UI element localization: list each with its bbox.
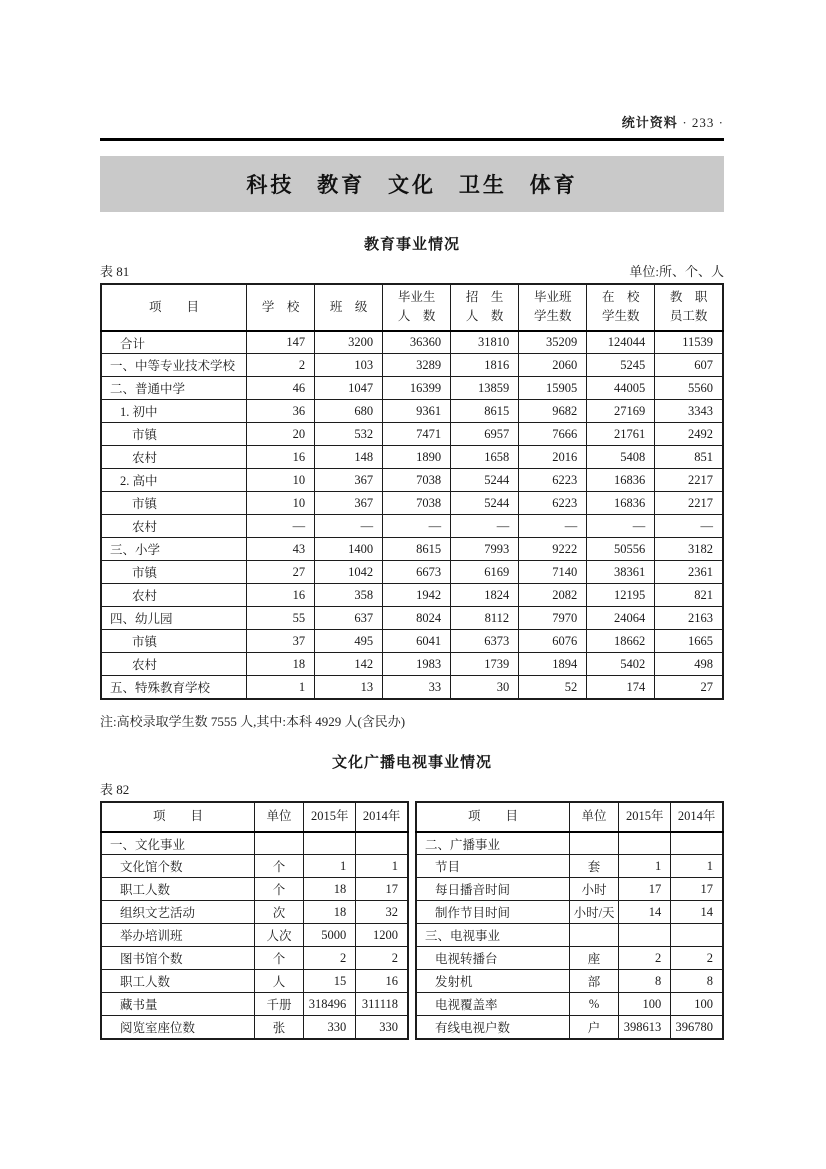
culture-table-group	[100, 801, 724, 1040]
value-cell	[619, 832, 671, 855]
value-cell: 358	[315, 584, 383, 607]
value-cell: 174	[587, 676, 655, 699]
column-header: 教 职 员工数	[655, 284, 723, 331]
value-cell: 8615	[383, 538, 451, 561]
table-row	[416, 924, 723, 947]
value-cell: 2492	[655, 423, 723, 446]
value-cell: 2217	[655, 492, 723, 515]
value-cell: 1	[247, 676, 315, 699]
column-header: 单位	[255, 802, 304, 832]
value-cell: 148	[315, 446, 383, 469]
value-cell: 2	[356, 947, 408, 970]
table-row	[416, 993, 723, 1016]
row-label: 组织文艺活动	[101, 901, 255, 924]
column-header: 班 级	[315, 284, 383, 331]
unit-cell	[570, 924, 619, 947]
table-row	[101, 924, 408, 947]
value-cell: 330	[356, 1016, 408, 1039]
value-cell	[304, 832, 356, 855]
value-cell: 8	[619, 970, 671, 993]
value-cell: 37	[247, 630, 315, 653]
value-cell: 100	[619, 993, 671, 1016]
value-cell: 6076	[519, 630, 587, 653]
table-row	[101, 970, 408, 993]
row-label: 阅览室座位数	[101, 1016, 255, 1039]
value-cell	[671, 924, 723, 947]
value-cell: 532	[315, 423, 383, 446]
table-row	[101, 515, 723, 538]
row-label: 市镇	[101, 492, 247, 515]
value-cell: 33	[383, 676, 451, 699]
value-cell: 8112	[451, 607, 519, 630]
value-cell: 14	[671, 901, 723, 924]
row-label: 五、特殊教育学校	[101, 676, 247, 699]
column-header: 在 校 学生数	[587, 284, 655, 331]
unit-cell	[570, 832, 619, 855]
table-row	[101, 993, 408, 1016]
value-cell: 7038	[383, 492, 451, 515]
value-cell: 2016	[519, 446, 587, 469]
page-number: · 233 ·	[682, 115, 724, 130]
value-cell: —	[383, 515, 451, 538]
row-label: 职工人数	[101, 878, 255, 901]
value-cell: 5244	[451, 492, 519, 515]
table-row	[416, 832, 723, 855]
table-row	[416, 970, 723, 993]
value-cell: 6223	[519, 492, 587, 515]
value-cell: 36360	[383, 331, 451, 354]
row-label: 农村	[101, 584, 247, 607]
page-content	[100, 0, 724, 1040]
unit-cell: 个	[255, 878, 304, 901]
header-row	[101, 284, 723, 331]
value-cell: 103	[315, 354, 383, 377]
unit-cell: 千册	[255, 993, 304, 1016]
value-cell: 11539	[655, 331, 723, 354]
table-row	[101, 538, 723, 561]
value-cell: 27	[655, 676, 723, 699]
value-cell: 2163	[655, 607, 723, 630]
unit-cell	[255, 832, 304, 855]
row-label: 农村	[101, 515, 247, 538]
education-table	[100, 283, 724, 700]
value-cell: 1	[619, 855, 671, 878]
value-cell: 13859	[451, 377, 519, 400]
value-cell: 36	[247, 400, 315, 423]
value-cell: 1047	[315, 377, 383, 400]
value-cell: 5402	[587, 653, 655, 676]
unit-cell: 小时/天	[570, 901, 619, 924]
column-header: 单位	[570, 802, 619, 832]
row-label: 二、普通中学	[101, 377, 247, 400]
value-cell: 1824	[451, 584, 519, 607]
value-cell: 18	[304, 878, 356, 901]
value-cell: 8024	[383, 607, 451, 630]
value-cell: 2361	[655, 561, 723, 584]
value-cell: 396780	[671, 1016, 723, 1039]
value-cell: 2	[671, 947, 723, 970]
unit-cell: 人	[255, 970, 304, 993]
row-label: 一、中等专业技术学校	[101, 354, 247, 377]
table-row	[101, 561, 723, 584]
row-label: 市镇	[101, 561, 247, 584]
row-label: 农村	[101, 653, 247, 676]
table81-label: 表 81	[100, 264, 130, 279]
value-cell: 35209	[519, 331, 587, 354]
value-cell: 367	[315, 469, 383, 492]
value-cell: 6957	[451, 423, 519, 446]
value-cell: 5245	[587, 354, 655, 377]
header-row	[416, 802, 723, 832]
value-cell: 1894	[519, 653, 587, 676]
value-cell: 14	[619, 901, 671, 924]
table82-title: 文化广播电视事业情况	[331, 753, 492, 771]
column-header: 招 生 人 数	[451, 284, 519, 331]
value-cell: 1400	[315, 538, 383, 561]
value-cell: 2217	[655, 469, 723, 492]
table81-meta	[100, 261, 724, 280]
value-cell: 498	[655, 653, 723, 676]
table-row	[101, 901, 408, 924]
value-cell: 5244	[451, 469, 519, 492]
value-cell: 7140	[519, 561, 587, 584]
value-cell: 3289	[383, 354, 451, 377]
value-cell: 9361	[383, 400, 451, 423]
value-cell: 851	[655, 446, 723, 469]
value-cell: 680	[315, 400, 383, 423]
unit-cell: 张	[255, 1016, 304, 1039]
row-label: 四、幼儿园	[101, 607, 247, 630]
value-cell: 6169	[451, 561, 519, 584]
column-header: 项 目	[416, 802, 570, 832]
value-cell: 52	[519, 676, 587, 699]
value-cell: 2060	[519, 354, 587, 377]
value-cell: 15	[304, 970, 356, 993]
unit-cell: 人次	[255, 924, 304, 947]
value-cell: 46	[247, 377, 315, 400]
header-row	[101, 802, 408, 832]
value-cell: 318496	[304, 993, 356, 1016]
row-label: 电视覆盖率	[416, 993, 570, 1016]
table-row	[101, 855, 408, 878]
value-cell: 1	[671, 855, 723, 878]
table81-title: 教育事业情况	[363, 236, 460, 253]
table81-unit-note: 单位:所、个、人	[629, 264, 724, 279]
value-cell: 1890	[383, 446, 451, 469]
value-cell: 637	[315, 607, 383, 630]
table-row	[101, 446, 723, 469]
table-row	[101, 947, 408, 970]
value-cell: 16836	[587, 469, 655, 492]
value-cell: 3182	[655, 538, 723, 561]
value-cell: 18	[304, 901, 356, 924]
value-cell: 6373	[451, 630, 519, 653]
table-row	[101, 1016, 408, 1039]
value-cell: 7471	[383, 423, 451, 446]
value-cell: 44005	[587, 377, 655, 400]
value-cell: 147	[247, 331, 315, 354]
table-row	[101, 878, 408, 901]
value-cell: 24064	[587, 607, 655, 630]
value-cell: 18662	[587, 630, 655, 653]
table-row	[101, 630, 723, 653]
running-head	[100, 0, 724, 131]
row-label: 市镇	[101, 630, 247, 653]
value-cell: 55	[247, 607, 315, 630]
value-cell: 1739	[451, 653, 519, 676]
value-cell: 3200	[315, 331, 383, 354]
column-header: 2014年	[356, 802, 408, 832]
value-cell	[356, 832, 408, 855]
value-cell	[671, 832, 723, 855]
value-cell: 367	[315, 492, 383, 515]
table-row	[416, 1016, 723, 1039]
value-cell: —	[655, 515, 723, 538]
running-head-title: 统计资料	[621, 115, 678, 130]
table-row	[101, 492, 723, 515]
value-cell: 9222	[519, 538, 587, 561]
row-label: 图书馆个数	[101, 947, 255, 970]
value-cell: 1	[304, 855, 356, 878]
value-cell: 1658	[451, 446, 519, 469]
value-cell: 1665	[655, 630, 723, 653]
value-cell: 2	[304, 947, 356, 970]
value-cell: —	[519, 515, 587, 538]
unit-cell: 小时	[570, 878, 619, 901]
value-cell: 20	[247, 423, 315, 446]
column-header: 项 目	[101, 284, 247, 331]
value-cell: 5408	[587, 446, 655, 469]
unit-cell: 个	[255, 947, 304, 970]
column-header: 项 目	[101, 802, 255, 832]
value-cell: 43	[247, 538, 315, 561]
unit-cell: %	[570, 993, 619, 1016]
unit-cell: 部	[570, 970, 619, 993]
unit-cell: 户	[570, 1016, 619, 1039]
column-header: 2014年	[671, 802, 723, 832]
value-cell: 16836	[587, 492, 655, 515]
column-header: 2015年	[304, 802, 356, 832]
table-row	[416, 901, 723, 924]
table-row	[416, 878, 723, 901]
value-cell: 31810	[451, 331, 519, 354]
value-cell: 311118	[356, 993, 408, 1016]
row-label: 合计	[101, 331, 247, 354]
unit-cell: 个	[255, 855, 304, 878]
value-cell: 398613	[619, 1016, 671, 1039]
value-cell: 330	[304, 1016, 356, 1039]
row-label: 二、广播事业	[416, 832, 570, 855]
value-cell: 10	[247, 492, 315, 515]
value-cell: 15905	[519, 377, 587, 400]
row-label: 发射机	[416, 970, 570, 993]
value-cell: 124044	[587, 331, 655, 354]
value-cell: 5000	[304, 924, 356, 947]
column-header: 毕业生 人 数	[383, 284, 451, 331]
value-cell: 21761	[587, 423, 655, 446]
row-label: 农村	[101, 446, 247, 469]
value-cell: 18	[247, 653, 315, 676]
column-header: 2015年	[619, 802, 671, 832]
unit-cell: 座	[570, 947, 619, 970]
row-label: 2. 高中	[101, 469, 247, 492]
value-cell: 1042	[315, 561, 383, 584]
table-row	[101, 354, 723, 377]
row-label: 一、文化事业	[101, 832, 255, 855]
row-label: 节目	[416, 855, 570, 878]
value-cell: 142	[315, 653, 383, 676]
row-label: 文化馆个数	[101, 855, 255, 878]
header-rule	[100, 138, 724, 141]
section-banner-title: 科技 教育 文化 卫生 体育	[246, 174, 578, 197]
section-banner	[100, 156, 724, 212]
row-label: 1. 初中	[101, 400, 247, 423]
value-cell: —	[451, 515, 519, 538]
value-cell: 12195	[587, 584, 655, 607]
value-cell: 13	[315, 676, 383, 699]
value-cell: 16	[356, 970, 408, 993]
value-cell: 10	[247, 469, 315, 492]
value-cell: 50556	[587, 538, 655, 561]
value-cell: 1816	[451, 354, 519, 377]
value-cell: 607	[655, 354, 723, 377]
row-label: 市镇	[101, 423, 247, 446]
row-label: 电视转播台	[416, 947, 570, 970]
value-cell: 16	[247, 584, 315, 607]
table-row	[101, 377, 723, 400]
row-label: 三、小学	[101, 538, 247, 561]
table-row	[101, 400, 723, 423]
column-header: 毕业班 学生数	[519, 284, 587, 331]
value-cell: 7993	[451, 538, 519, 561]
table81-note: 注:高校录取学生数 7555 人,其中:本科 4929 人(含民办)	[100, 713, 406, 729]
culture-table-right	[415, 801, 724, 1040]
value-cell: 2082	[519, 584, 587, 607]
column-header: 学 校	[247, 284, 315, 331]
value-cell: 3343	[655, 400, 723, 423]
row-label: 举办培训班	[101, 924, 255, 947]
value-cell: 27169	[587, 400, 655, 423]
value-cell: 1200	[356, 924, 408, 947]
value-cell: 17	[356, 878, 408, 901]
value-cell: 7666	[519, 423, 587, 446]
row-label: 制作节目时间	[416, 901, 570, 924]
table-row	[101, 832, 408, 855]
value-cell: —	[315, 515, 383, 538]
value-cell: 821	[655, 584, 723, 607]
value-cell: 1983	[383, 653, 451, 676]
table82-label: 表 82	[100, 781, 130, 797]
table-row	[416, 947, 723, 970]
value-cell: 32	[356, 901, 408, 924]
row-label: 职工人数	[101, 970, 255, 993]
value-cell: 495	[315, 630, 383, 653]
value-cell: 2	[619, 947, 671, 970]
value-cell: 6673	[383, 561, 451, 584]
table-row	[101, 469, 723, 492]
value-cell: 7038	[383, 469, 451, 492]
value-cell: 9682	[519, 400, 587, 423]
value-cell: 17	[619, 878, 671, 901]
value-cell: 2	[247, 354, 315, 377]
value-cell: 30	[451, 676, 519, 699]
value-cell: 8	[671, 970, 723, 993]
value-cell: —	[587, 515, 655, 538]
unit-cell: 套	[570, 855, 619, 878]
row-label: 有线电视户数	[416, 1016, 570, 1039]
table-row	[101, 607, 723, 630]
value-cell: 16	[247, 446, 315, 469]
culture-table-left	[100, 801, 409, 1040]
row-label: 每日播音时间	[416, 878, 570, 901]
value-cell: 5560	[655, 377, 723, 400]
value-cell: 7970	[519, 607, 587, 630]
table-row	[101, 331, 723, 354]
value-cell: 6041	[383, 630, 451, 653]
value-cell: 100	[671, 993, 723, 1016]
value-cell: —	[247, 515, 315, 538]
value-cell: 6223	[519, 469, 587, 492]
value-cell: 16399	[383, 377, 451, 400]
value-cell: 38361	[587, 561, 655, 584]
row-label: 藏书量	[101, 993, 255, 1016]
table-row	[416, 855, 723, 878]
value-cell: 17	[671, 878, 723, 901]
value-cell	[619, 924, 671, 947]
value-cell: 27	[247, 561, 315, 584]
unit-cell: 次	[255, 901, 304, 924]
table-row	[101, 584, 723, 607]
value-cell: 1942	[383, 584, 451, 607]
table82-meta	[100, 779, 724, 798]
table-row	[101, 676, 723, 699]
row-label: 三、电视事业	[416, 924, 570, 947]
value-cell: 8615	[451, 400, 519, 423]
table-row	[101, 653, 723, 676]
table-row	[101, 423, 723, 446]
value-cell: 1	[356, 855, 408, 878]
